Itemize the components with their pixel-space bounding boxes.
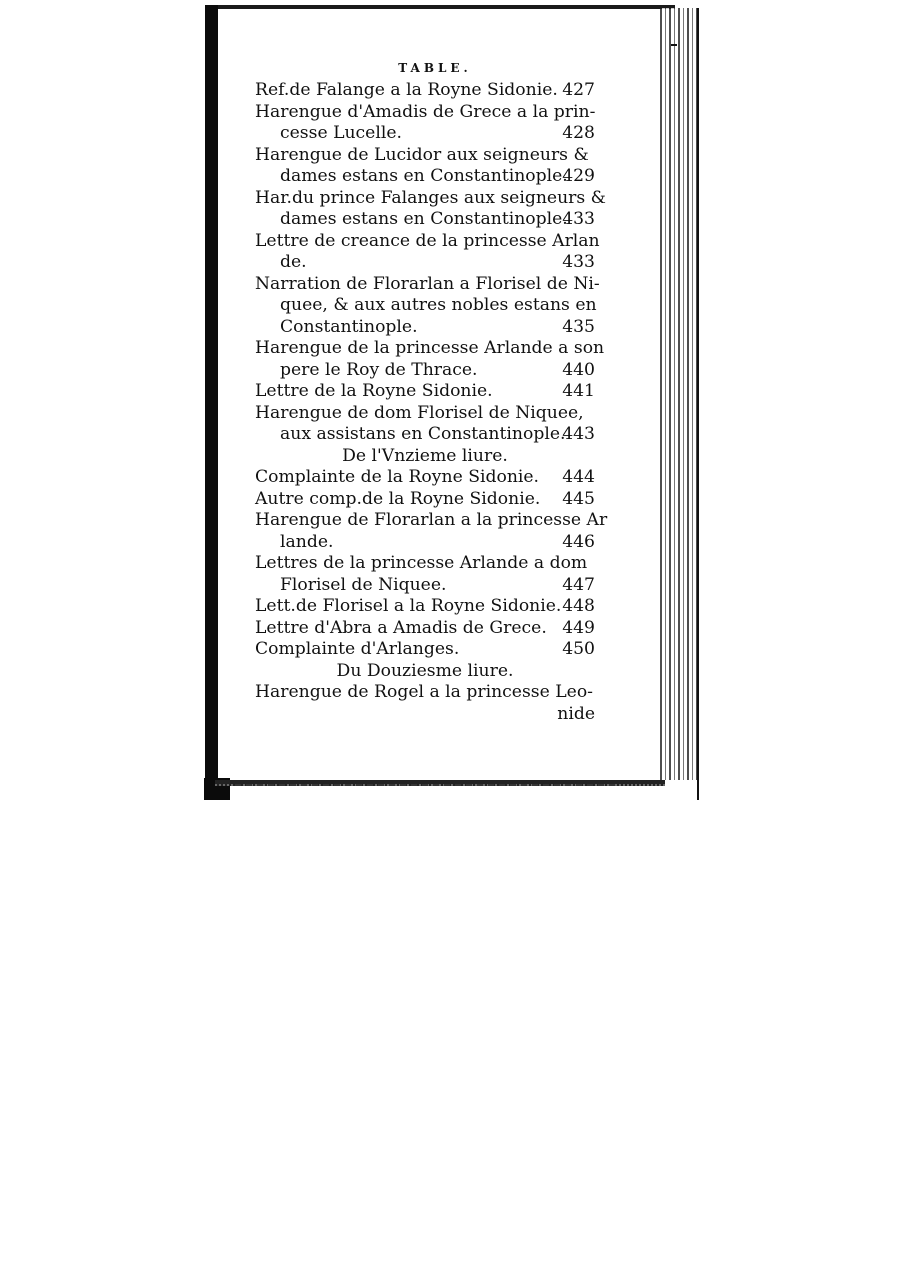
page-top-border xyxy=(215,5,675,9)
entry-title: Har.du prince Falanges aux seigneurs & xyxy=(255,187,606,208)
toc-entry xyxy=(255,381,595,403)
edge-mark xyxy=(671,44,677,46)
page-fore-edge xyxy=(660,8,698,780)
entry-title-continued: lande. xyxy=(280,531,334,552)
page-number: 433 xyxy=(562,209,595,229)
page-number: 446 xyxy=(562,531,595,552)
page-number: 443 xyxy=(562,424,595,444)
entry-title: Harengue de la princesse Arlande a son xyxy=(255,338,605,358)
toc-entry xyxy=(255,145,595,188)
entry-title: Lett.de Florisel a la Royne Sidonie. xyxy=(255,596,562,616)
entry-title-continued: pere le Roy de Thrace. xyxy=(280,359,478,380)
page-number: 441 xyxy=(562,381,595,401)
entry-title-continued: de. xyxy=(280,252,307,272)
entry-title-continued: Florisel de Niquee. xyxy=(280,574,447,595)
table-of-contents xyxy=(255,60,608,725)
toc-entry xyxy=(255,489,595,511)
toc-entry xyxy=(255,639,595,661)
toc-entry xyxy=(255,510,608,553)
entry-title: Harengue d'Amadis de Grece a la prin- xyxy=(255,101,596,122)
page-number: 444 xyxy=(562,467,595,487)
page-number: 427 xyxy=(562,80,595,100)
section-heading: Du Douziesme liure. xyxy=(336,660,514,681)
toc-entry xyxy=(255,187,606,231)
entry-title: Ref.de Falange a la Royne Sidonie. xyxy=(255,80,558,100)
entry-title: Complainte de la Royne Sidonie. xyxy=(255,467,540,487)
page-number: 448 xyxy=(562,596,595,616)
entry-title: Harengue de Rogel a la princesse Leo- xyxy=(255,682,593,702)
page-left-border xyxy=(205,5,218,798)
page-number: 445 xyxy=(562,488,595,509)
section-heading: De l'Vnzieme liure. xyxy=(342,445,508,466)
toc-entry xyxy=(255,553,595,596)
page-number: 433 xyxy=(562,252,595,272)
entry-title: Narration de Florarlan a Florisel de Ni- xyxy=(255,273,600,294)
entry-title: Harengue de Lucidor aux seigneurs & xyxy=(255,144,589,165)
page-number: 428 xyxy=(562,123,595,143)
entry-title: Autre comp.de la Royne Sidonie. xyxy=(255,488,541,509)
page-number: 447 xyxy=(562,574,595,595)
page-header: TABLE. xyxy=(398,61,472,75)
entry-title-continued: dames estans en Constantinople. xyxy=(280,209,568,229)
entry-title-continued: cesse Lucelle. xyxy=(280,123,402,143)
entry-title: Harengue de Florarlan a la princesse Ar xyxy=(255,510,608,530)
page-number: 440 xyxy=(562,359,595,380)
page-bottom-edge xyxy=(235,784,615,786)
toc-entry xyxy=(255,682,595,704)
entry-title: Complainte d'Arlanges. xyxy=(255,639,460,659)
entry-title-continued: dames estans en Constantinople. xyxy=(280,166,568,186)
entry-title: Lettre de creance de la princesse Arlan xyxy=(255,230,600,251)
entry-title-continued: aux assistans en Constantinople. xyxy=(280,424,566,444)
toc-entry xyxy=(255,618,595,640)
toc-entry xyxy=(255,596,595,618)
page-number: 449 xyxy=(562,617,595,638)
entry-title: Lettre d'Abra a Amadis de Grece. xyxy=(255,617,547,638)
toc-entry xyxy=(255,403,595,446)
toc-entry xyxy=(255,80,595,102)
entry-title: Lettres de la princesse Arlande a dom xyxy=(255,553,588,573)
toc-list xyxy=(255,80,608,704)
page-number: 450 xyxy=(562,639,595,659)
toc-entry xyxy=(255,467,595,489)
entry-title: Harengue de dom Florisel de Niquee, xyxy=(255,402,584,423)
toc-entry xyxy=(255,273,600,339)
entry-title-continued: Constantinople. xyxy=(280,316,418,337)
page-number: 429 xyxy=(562,166,595,186)
toc-entry xyxy=(255,338,605,381)
page-number: 435 xyxy=(562,316,595,337)
entry-title: Lettre de la Royne Sidonie. xyxy=(255,381,493,401)
page-right-border xyxy=(697,8,699,800)
toc-entry xyxy=(255,102,595,145)
catchword: nide xyxy=(557,703,595,724)
entry-title-continued: quee, & aux autres nobles estans en xyxy=(280,295,597,315)
toc-entry xyxy=(255,230,600,274)
